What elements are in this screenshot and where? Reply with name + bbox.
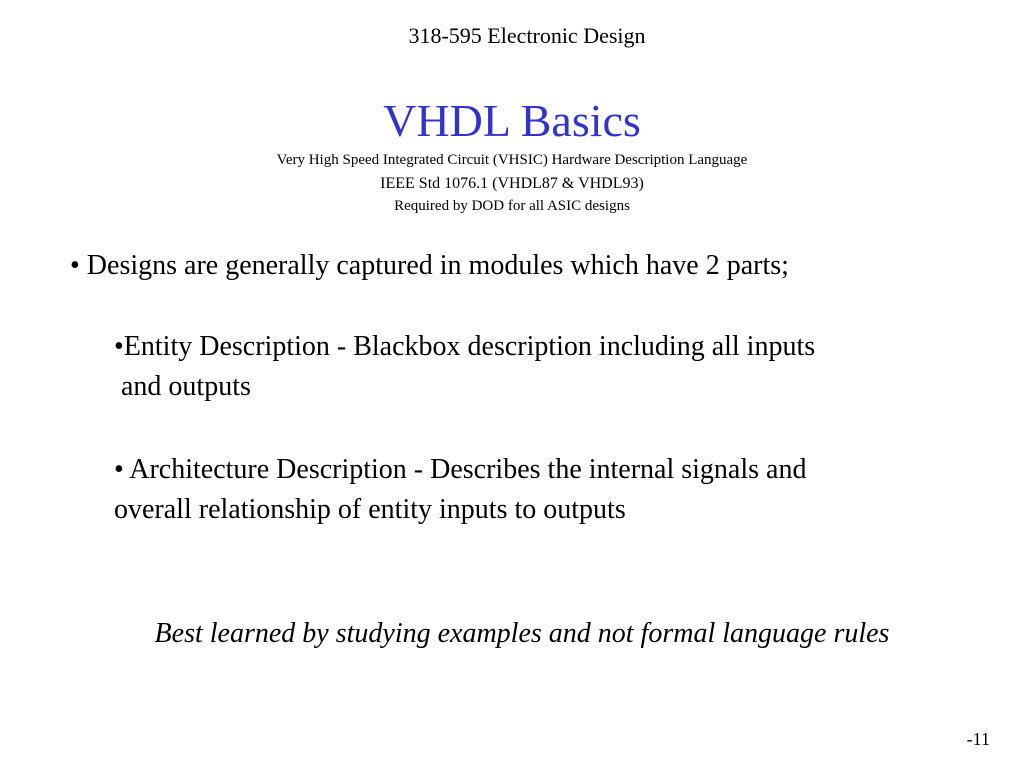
bullet-architecture-description: [114, 450, 994, 530]
italic-note: Best learned by studying examples and not formal language rules: [154, 618, 890, 649]
bullet-designs: [70, 246, 789, 286]
bullet-text-line: • Designs are generally captured in modules which have 2 parts;: [70, 250, 789, 281]
subtitle-line-1: Very High Speed Integrated Circuit (VHSIC) Hardware Description Language: [276, 152, 748, 168]
subtitle-line-3: Required by DOD for all ASIC designs: [394, 198, 630, 214]
bullet-entity-description: [114, 327, 994, 407]
page-number: -11: [966, 729, 990, 749]
bullet-text-line: overall relationship of entity inputs to outputs: [114, 494, 626, 525]
course-header: 318-595 Electronic Design: [408, 23, 646, 48]
bullet-text-line: and outputs: [114, 371, 251, 402]
slide-title: VHDL Basics: [383, 95, 641, 146]
subtitle-line-2: IEEE Std 1076.1 (VHDL87 & VHDL93): [380, 175, 644, 192]
bullet-text-line: • Architecture Description - Describes the internal signals and: [114, 454, 807, 485]
bullet-text-line: •Entity Description - Blackbox description including all inputs: [114, 331, 816, 362]
